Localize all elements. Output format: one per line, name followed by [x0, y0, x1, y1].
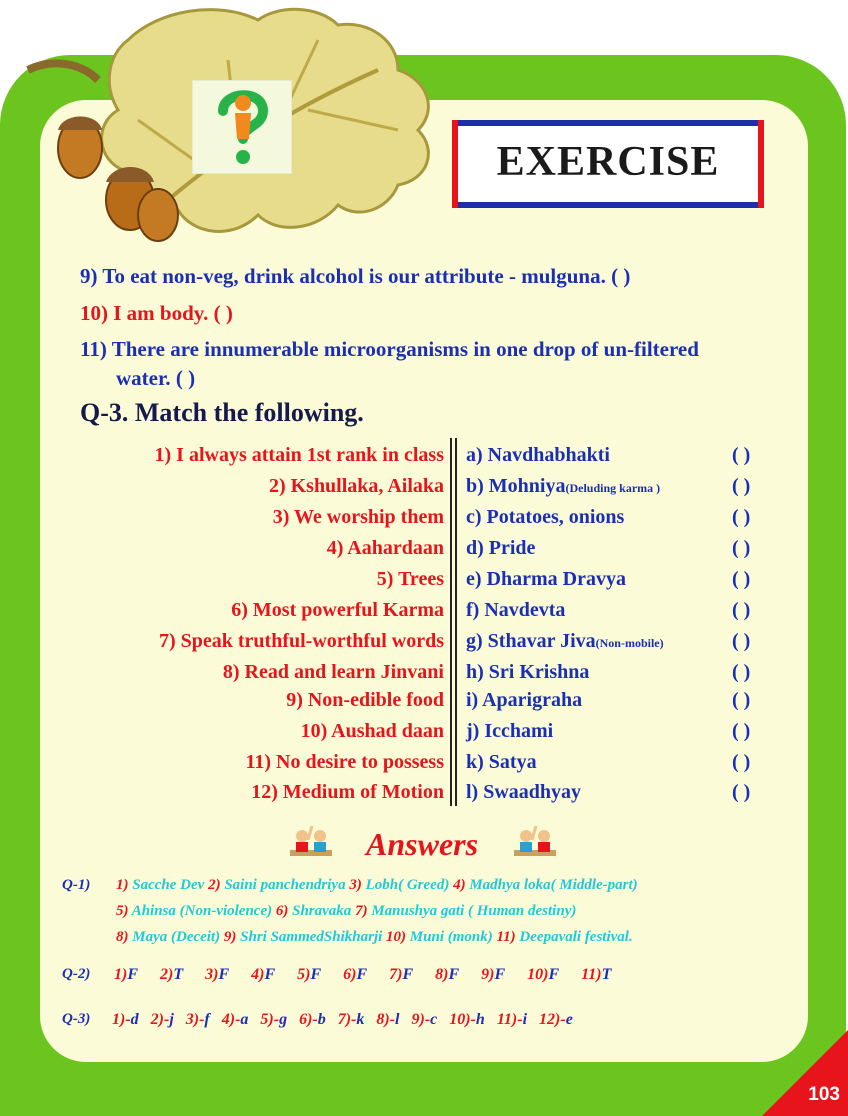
match-right-item — [466, 537, 535, 560]
match-left-item: 5) Trees — [376, 568, 444, 590]
q1-answers-line1 — [116, 877, 638, 894]
match-right-text: f) Navdevta — [466, 599, 566, 621]
q1-answers-line3 — [116, 929, 633, 946]
answer-value: l — [395, 1011, 400, 1028]
answer-parentheses: ( ) — [732, 720, 751, 742]
answer-parentheses: ( ) — [732, 751, 751, 773]
answer-value: a — [240, 1011, 249, 1028]
match-right-item — [466, 475, 660, 498]
answer-value: k — [356, 1011, 365, 1028]
statement-11: 11) There are innumerable microorganisms in one drop of un-filtered — [80, 337, 699, 361]
match-left-item: 6) Most powerful Karma — [231, 599, 444, 621]
match-left-item: 11) No desire to possess — [245, 751, 444, 773]
answer-number: 3) — [205, 966, 219, 983]
match-right-note: (Non-mobile) — [595, 636, 664, 650]
answer-number: 6) — [275, 903, 293, 919]
answer-parentheses: ( ) — [732, 444, 751, 466]
statement-11-continued: water. ( ) — [116, 366, 196, 390]
answer-number: 10)- — [449, 1011, 476, 1028]
answer-parentheses: ( ) — [732, 599, 751, 621]
question-figure-icon — [192, 80, 292, 174]
answer-parentheses: ( ) — [732, 781, 751, 803]
answer-value: F — [264, 966, 276, 983]
match-left-item: 1) I always attain 1st rank in class — [154, 444, 444, 466]
answer-text: Deepavali festival. — [519, 929, 633, 945]
answer-text: Sacche Dev — [132, 877, 209, 893]
answer-number: 7) — [355, 903, 372, 919]
match-left-item: 7) Speak truthful-worthful words — [158, 630, 444, 652]
answer-number: 12)- — [539, 1011, 566, 1028]
answer-number: 5) — [297, 966, 311, 983]
answer-number: 4) — [453, 877, 470, 893]
banner-title: EXERCISE — [496, 139, 720, 185]
match-right-text: i) Aparigraha — [466, 689, 583, 711]
answer-number: 2)- — [150, 1011, 170, 1028]
answer-number: 7)- — [337, 1011, 357, 1028]
answer-number: 10) — [386, 929, 410, 945]
match-right-text: k) Satya — [466, 751, 537, 773]
q1-answer-label: Q-1) — [62, 877, 91, 893]
answer-number: 6)- — [299, 1011, 318, 1028]
answer-number: 9) — [223, 929, 241, 945]
match-right-item — [466, 630, 664, 653]
answer-text: Muni (monk) — [409, 929, 497, 945]
answer-text: Shri SammedShikharji — [240, 929, 387, 945]
answer-text: Lobh( Greed) — [365, 877, 454, 893]
match-left-item: 8) Read and learn Jinvani — [222, 661, 444, 683]
match-right-text: a) Navdhabhakti — [466, 444, 610, 466]
match-right-item — [466, 444, 610, 467]
match-left-item: 12) Medium of Motion — [251, 781, 444, 803]
match-left-item: 2) Kshullaka, Ailaka — [268, 475, 444, 497]
answer-text: Saini panchendriya — [224, 877, 350, 893]
statement-10: 10) I am body. ( ) — [80, 301, 233, 325]
answer-number: 9)- — [411, 1011, 431, 1028]
match-right-item — [466, 689, 582, 712]
answer-value: F — [218, 966, 230, 983]
match-right-item — [466, 781, 581, 804]
exercise-banner — [452, 120, 764, 208]
q3-answer-label: Q-3) — [62, 1011, 91, 1027]
answer-parentheses: ( ) — [732, 537, 751, 559]
answer-text: Maya (Deceit) — [132, 929, 224, 945]
answer-parentheses: ( ) — [732, 689, 751, 711]
match-right-text: l) Swaadhyay — [466, 781, 582, 803]
answer-value: F — [402, 966, 414, 983]
answer-number: 4)- — [221, 1011, 241, 1028]
q3-answers — [112, 1011, 573, 1029]
answer-number: 2) — [208, 877, 225, 893]
answer-value: f — [204, 1011, 210, 1028]
answer-number: 8) — [116, 929, 133, 945]
answer-value: i — [522, 1011, 528, 1028]
match-left-item: 4) Aahardaan — [326, 537, 444, 559]
answer-number: 8)- — [376, 1011, 396, 1028]
answer-number: 1)- — [112, 1011, 131, 1028]
match-left-item: 10) Aushad daan — [300, 720, 444, 742]
answer-value: F — [356, 966, 368, 983]
match-right-text: b) Mohniya — [466, 475, 566, 497]
match-right-text: h) Sri Krishna — [466, 661, 590, 683]
answer-number: 10) — [527, 966, 549, 983]
q1-answers-line2 — [116, 903, 576, 920]
answer-number: 11)- — [496, 1011, 523, 1028]
answer-value: F — [310, 966, 322, 983]
students-icon-right — [512, 824, 558, 864]
answer-number: 1) — [116, 877, 133, 893]
match-right-text: e) Dharma Dravya — [466, 568, 626, 590]
page-number: 103 — [808, 1084, 840, 1105]
answer-value: b — [317, 1011, 326, 1028]
answer-value: g — [279, 1011, 288, 1028]
answer-number: 4) — [251, 966, 265, 983]
match-left-item: 3) We worship them — [272, 506, 444, 528]
match-left-item: 9) Non-edible food — [286, 689, 444, 711]
students-icon — [288, 824, 334, 864]
match-right-item — [466, 720, 553, 743]
answer-value: F — [548, 966, 560, 983]
q2-answer-label: Q-2) — [62, 966, 91, 982]
column-divider — [450, 438, 457, 806]
answer-number: 8) — [435, 966, 449, 983]
answer-number: 1) — [114, 966, 128, 983]
answer-text: Shravaka — [292, 903, 356, 919]
answer-value: d — [130, 1011, 139, 1028]
answer-text: Ahinsa (Non-violence) — [131, 903, 276, 919]
q3-title: Q-3. Match the following. — [80, 398, 364, 427]
answer-value: F — [127, 966, 138, 983]
answer-parentheses: ( ) — [732, 568, 751, 590]
match-right-item — [466, 751, 537, 774]
answer-number: 5)- — [260, 1011, 280, 1028]
answer-value: e — [565, 1011, 573, 1028]
answer-value: j — [169, 1011, 174, 1028]
match-right-text: g) Sthavar Jiva — [466, 630, 596, 652]
match-right-item — [466, 506, 624, 529]
match-right-text: j) Icchami — [466, 720, 554, 742]
answer-number: 11) — [496, 929, 520, 945]
match-right-text: d) Pride — [466, 537, 536, 559]
answer-value: c — [430, 1011, 438, 1028]
answer-value: F — [494, 966, 506, 983]
answer-number: 3)- — [185, 1011, 205, 1028]
answer-text: Madhya loka( Middle-part) — [469, 877, 638, 893]
answer-number: 11) — [581, 966, 602, 983]
answer-parentheses: ( ) — [732, 630, 751, 652]
answer-number: 9) — [481, 966, 495, 983]
match-right-item — [466, 599, 565, 622]
match-right-item — [466, 661, 589, 684]
answer-parentheses: ( ) — [732, 661, 751, 683]
q2-answers — [114, 966, 611, 984]
answer-number: 2) — [160, 966, 174, 983]
answer-value: h — [475, 1011, 485, 1028]
answer-number: 3) — [349, 877, 366, 893]
match-right-text: c) Potatoes, onions — [466, 506, 625, 528]
answer-value: T — [173, 966, 184, 983]
answer-parentheses: ( ) — [732, 506, 751, 528]
answer-number: 6) — [343, 966, 357, 983]
answer-value: T — [601, 966, 612, 983]
match-right-item — [466, 568, 626, 591]
answer-value: F — [448, 966, 460, 983]
answer-parentheses: ( ) — [732, 475, 751, 497]
answer-number: 5) — [116, 903, 132, 919]
answer-text: Manushya gati ( Human destiny) — [371, 903, 577, 919]
answers-title: Answers — [366, 826, 479, 862]
match-right-note: (Deluding karma ) — [565, 481, 661, 495]
answer-number: 7) — [389, 966, 403, 983]
statement-9: 9) To eat non-veg, drink alcohol is our attribute - mulguna. ( ) — [80, 264, 631, 288]
